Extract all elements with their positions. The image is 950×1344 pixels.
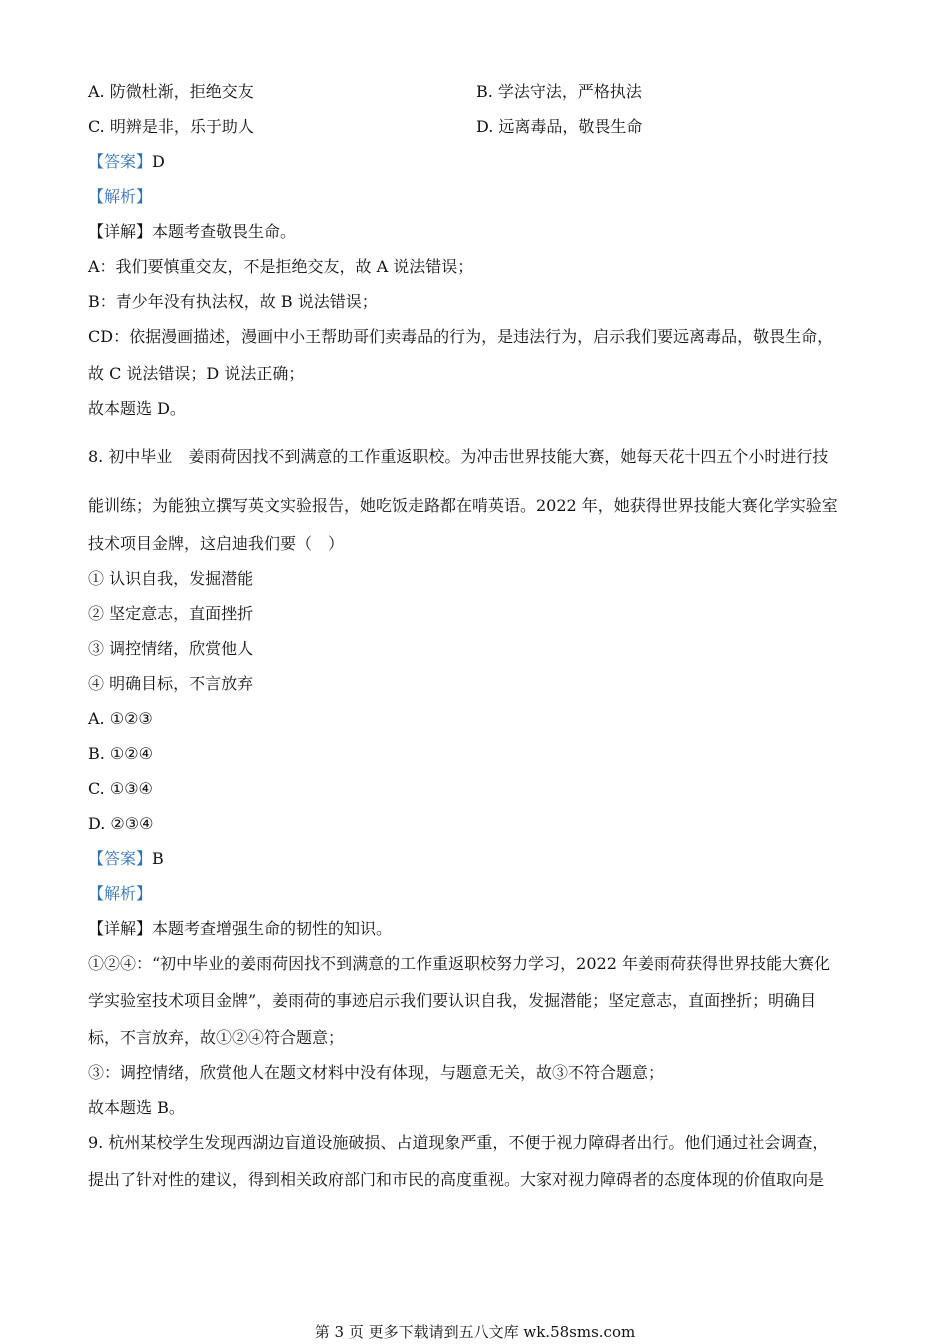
question-stem: 8. 初中毕业 姜雨荷因找不到满意的工作重返职校。为冲击世界技能大赛，她每天花十四五个小时进行技	[88, 447, 829, 466]
question-stem: 提出了针对性的建议，得到相关政府部门和市民的高度重视。大家对视力障碍者的态度体现的价值取向是	[88, 1170, 825, 1189]
statement-item: ④ 明确目标，不言放弃	[88, 674, 254, 693]
option-d: D. 远离毒品，敬畏生命	[476, 117, 643, 136]
option-b: B. 学法守法，严格执法	[476, 82, 642, 101]
detail-line: 故本题选 D。	[88, 399, 186, 418]
question-stem: 能训练；为能独立撰写英文实验报告，她吃饭走路都在啃英语。2022 年，她获得世界技能大赛化学实验室	[88, 496, 838, 515]
detail-line: A：我们要慎重交友，不是拒绝交友，故 A 说法错误；	[88, 257, 474, 276]
analysis-tag: 【解析】	[88, 884, 153, 903]
answer-tag: 【答案】	[88, 152, 153, 171]
q8-answer-line	[88, 849, 164, 869]
detail-line: ①②④：“初中毕业的姜雨荷因找不到满意的工作重返职校努力学习，2022 年姜雨荷获得世界技能大赛化	[88, 954, 830, 973]
question-stem: 技术项目金牌，这启迪我们要（ ）	[88, 534, 345, 553]
question-stem: 9. 杭州某校学生发现西湖边盲道设施破损、占道现象严重，不便于视力障碍者出行。他们通过社会调查，	[88, 1133, 829, 1152]
answer-value: D	[152, 152, 165, 171]
statement-item: ① 认识自我，发掘潜能	[88, 569, 254, 588]
detail-line: 标，不言放弃，故①②④符合题意；	[88, 1028, 345, 1047]
statement-item: ② 坚定意志，直面挫折	[88, 604, 254, 623]
answer-tag: 【答案】	[88, 849, 153, 868]
detail-line: ③：调控情绪，欣赏他人在题文材料中没有体现，与题意无关，故③不符合题意；	[88, 1063, 665, 1082]
option-item: B. ①②④	[88, 744, 153, 763]
statement-item: ③ 调控情绪，欣赏他人	[88, 639, 254, 658]
detail-line: B：青少年没有执法权，故 B 说法错误；	[88, 292, 378, 311]
option-item: C. ①③④	[88, 779, 153, 798]
detail-line: CD：依据漫画描述，漫画中小王帮助哥们卖毒品的行为，是违法行为，启示我们要远离毒品，敬畏生命，	[88, 327, 834, 346]
q7-answer-line	[88, 152, 165, 172]
detail-line: 故本题选 B。	[88, 1098, 185, 1117]
option-a: A. 防微杜渐，拒绝交友	[88, 82, 254, 101]
analysis-tag: 【解析】	[88, 187, 153, 206]
answer-value: B	[152, 849, 164, 868]
page-footer: 第 3 页 更多下载请到五八文库 wk.58sms.com	[314, 1323, 636, 1341]
detail-line: 【详解】本题考查增强生命的韧性的知识。	[88, 919, 393, 938]
option-c: C. 明辨是非，乐于助人	[88, 117, 254, 136]
detail-line: 学实验室技术项目金牌”，姜雨荷的事迹启示我们要认识自我，发掘潜能；坚定意志，直面挫折；明确目	[88, 991, 817, 1010]
option-item: A. ①②③	[88, 709, 153, 728]
detail-line: 【详解】本题考查敬畏生命。	[88, 222, 297, 241]
detail-line: 故 C 说法错误；D 说法正确；	[88, 364, 305, 383]
option-item: D. ②③④	[88, 814, 154, 833]
